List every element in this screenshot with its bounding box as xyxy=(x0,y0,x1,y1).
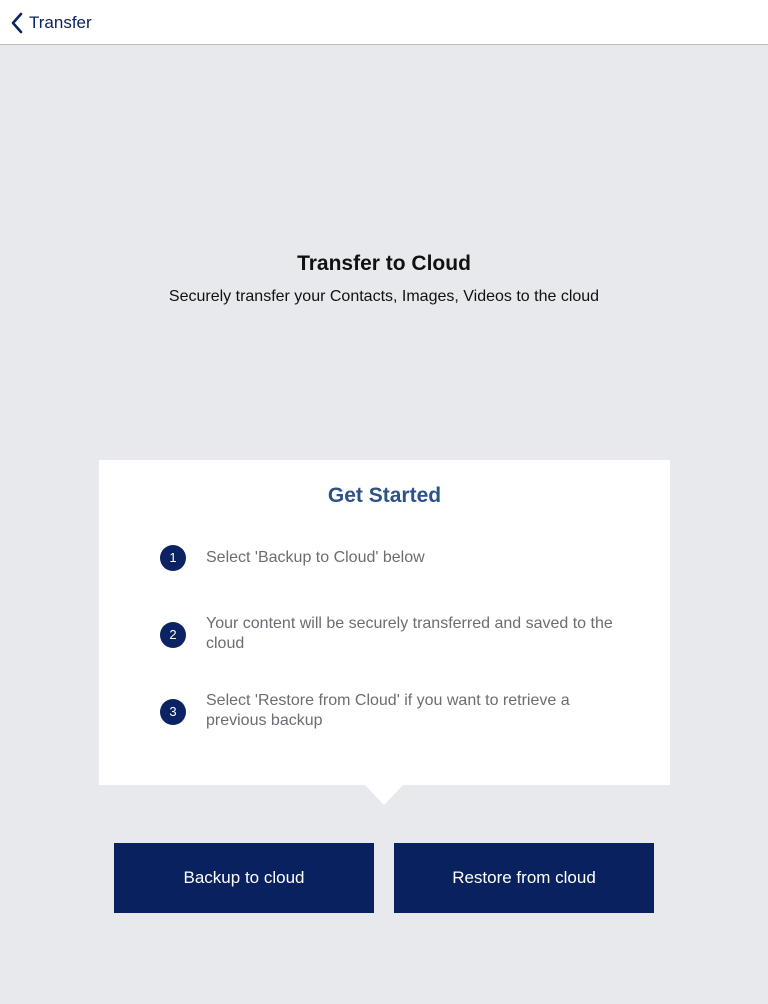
card-pointer xyxy=(365,785,403,805)
back-button[interactable] xyxy=(10,10,92,36)
page-subtitle: Securely transfer your Contacts, Images, Videos to the cloud xyxy=(168,288,600,305)
card-title: Get Started xyxy=(327,484,442,507)
navigation-bar xyxy=(0,0,768,45)
get-started-card xyxy=(99,460,670,785)
page-title: Transfer to Cloud xyxy=(297,252,471,275)
step-text: Your content will be securely transferred and saved to the cloud xyxy=(206,615,613,652)
back-label: Transfer xyxy=(29,13,92,32)
step-number-badge: 1 xyxy=(160,545,186,571)
restore-from-cloud-button[interactable]: Restore from cloud xyxy=(394,843,654,913)
chevron-left-icon xyxy=(10,12,24,34)
step-number-badge: 3 xyxy=(160,699,186,725)
step-text: Select 'Restore from Cloud' if you want to retrieve a previous backup xyxy=(206,692,570,729)
backup-to-cloud-button[interactable]: Backup to cloud xyxy=(114,843,374,913)
step-text: Select 'Backup to Cloud' below xyxy=(206,549,425,566)
step-number-badge: 2 xyxy=(160,622,186,648)
